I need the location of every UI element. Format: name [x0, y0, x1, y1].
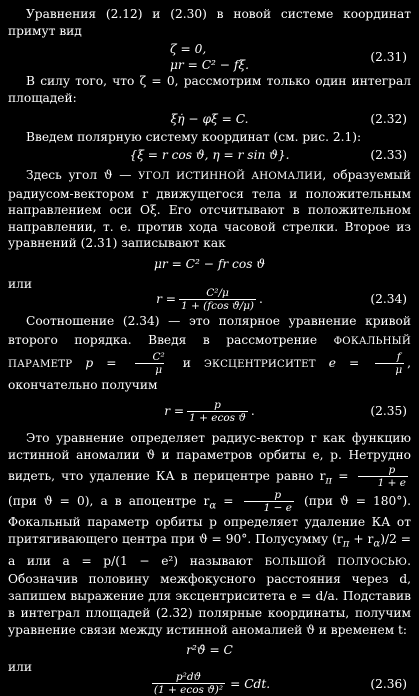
fraction: $\frac{f}{\mu}$: [375, 351, 404, 376]
equation-2-31: [8, 41, 411, 73]
equation-intermediate: μr = C² − fr cos ϑ: [153, 257, 266, 272]
equation-number: (2.33): [370, 148, 407, 163]
equation-2-31-line-1: ζ = 0,: [170, 42, 207, 57]
fraction: $\frac{p}{1 - e}$: [244, 489, 294, 514]
equation-number: (2.34): [370, 291, 407, 306]
term-semi-major-axis: БОЛЬШОЙ ПОЛУОСЬЮ: [264, 556, 408, 568]
paragraph-6: Это уравнение определяет радиус-вектор r как функцию истинной аномалии ϑ и параметров орбиты e, p. Нетрудно видеть, что удаление КА в перицентре равно $r_\pi$ = $\frac{p}{1 + e}$ (при ϑ = 0), а в апоцентре $r_\alpha$ = $\frac{p}{1 - e}$ (при ϑ = 180°). Фокальный параметр орбиты p определяет удаление КА от притягивающего центра при ϑ = 90°. Полусумму $(r_\pi + r_\alpha)/2 = a$ или a = p/(1 − e²) называют БОЛЬШОЙ ПОЛУОСЬЮ. Обозначив половину межфокусного расстояния через d, запишем выражение для эксцентриситета e = d/a. Подставив в интеграл площадей (2.32) полярные координаты, получим уравнение связи между истинной аномалией ϑ и временем t:: [8, 430, 411, 637]
paragraph-4: Здесь угол ϑ — УГОЛ ИСТИННОЙ АНОМАЛИИ, образуемый радиусом-вектором r движущегося тела и положительным направлением оси Oξ. Его отсчитывают в положительном направлении, т. е. против хода часовой стрелки. Второе из уравнений (2.31) записывают как: [8, 167, 411, 251]
term-true-anomaly: УГОЛ ИСТИННОЙ АНОМАЛИИ: [138, 170, 323, 182]
equation-2-34: r = $\frac{\text{C²/μ}}{\text{1 + (fcos ϑ/μ)}}$ . (2.34): [156, 286, 407, 312]
fraction: $\frac{\text{p²dϑ}}{\text{(1 + ecos ϑ)²}}$: [153, 671, 224, 696]
term-focal-parameter: ФОКАЛЬНЫЙ ПАРАМЕТР: [8, 335, 411, 370]
word-or-1: или: [8, 276, 32, 291]
equation-number: (2.32): [370, 111, 407, 126]
equation-2-31-line-2: μr = C² − fξ.: [170, 58, 249, 73]
fraction: $\frac{\text{C²}}{\mu}$: [132, 351, 166, 376]
equation-2-32: ξη̇ − φξ̇ = C. (2.32): [170, 111, 407, 126]
word-or-2: или: [8, 659, 32, 674]
equation-area-integral-polar: r²ϑ̇ = C: [186, 643, 233, 658]
equation-number: (2.31): [370, 49, 407, 64]
paragraph-5: Соотношение (2.34) — это полярное уравнение кривой второго порядка. Введя в рассмотрение ФОКАЛЬНЫЙ ПАРАМЕТР p = $\frac{\text{C²}}{\mu}$ и ЭКСЦЕНТРИСИТЕТ e = $\frac{f}{\mu}$ , окончательно получим: [8, 313, 412, 392]
term-eccentricity: ЭКСЦЕНТРИСИТЕТ: [203, 358, 316, 370]
paragraph-2: В силу того, что ζ = 0, рассмотрим только один интеграл площадей:: [8, 74, 411, 105]
equation-number: (2.35): [370, 403, 407, 418]
equation-2-31-system: [170, 41, 249, 73]
equation-number: (2.36): [370, 676, 407, 691]
fraction: $\frac{p}{\text{1 + ecos ϑ}}$: [189, 398, 246, 424]
fraction: $\frac{p}{1 + e}$: [358, 464, 408, 489]
fraction: $\frac{\text{C²/μ}}{\text{1 + (fcos ϑ/μ)}}$: [181, 286, 255, 312]
equation-2-36: $\frac{\text{p²dϑ}}{\text{(1 + ecos ϑ)²}}$ = Cdt. (2.36): [153, 671, 407, 696]
paragraph-1: Уравнения (2.12) и (2.30) в новой системе координат примут вид: [8, 7, 411, 38]
paragraph-3: Введем полярную систему координат (см. рис. 2.1):: [26, 130, 362, 145]
equation-2-33: {ξ = r cos ϑ, η = r sin ϑ}. (2.33): [129, 148, 407, 163]
equation-2-35: r = $\frac{p}{\text{1 + ecos ϑ}}$ . (2.35): [164, 398, 407, 424]
